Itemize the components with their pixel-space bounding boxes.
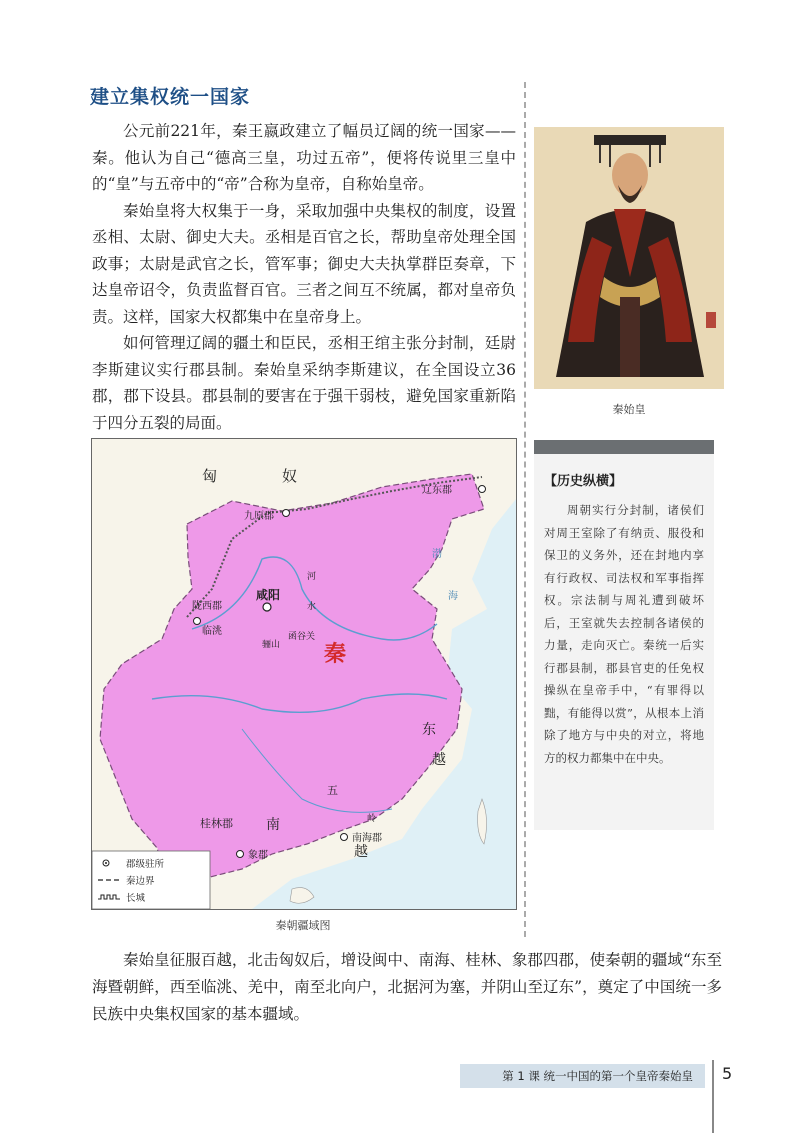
section-title: 建立集权统一国家 [90,86,251,108]
map-svg [92,439,516,909]
jiuyuan-marker [283,510,290,517]
paragraph-1: 公元前221年，秦王嬴政建立了幅员辽阔的统一国家——秦。他认为自己“德高三皇，功过五帝”，便将传说里三皇中的“皇”与五帝中的“帝”合称为皇帝，自称始皇帝。 [92,122,516,193]
label-jiuyuan: 九原郡 [244,511,274,522]
map-caption: 秦朝疆域图 [275,919,331,932]
footer-rule [712,1060,714,1133]
label-nan: 南 [266,817,280,833]
xianyang-marker [263,603,271,611]
paragraph-2: 秦始皇将大权集于一身，采取加强中央集权的制度，设置丞相、太尉、御史大夫。丞相是百官之长，帮助皇帝处理全国政事；太尉是武官之长，管军事；御史大夫执掌群臣奏章，下达皇帝诏令，负责监督百官。三者之间互不统属，都对皇帝负责。这样，国家大权都集中在皇帝身上。 [92,201,516,326]
label-longxi: 陇西郡 [192,601,222,612]
legend-border-label: 秦边界 [126,876,155,887]
label-yue-1: 越 [354,844,368,860]
footer-lesson-title: 第 1 课 统一中国的第一个皇帝秦始皇 [502,1069,693,1083]
label-xiongnu-2: 奴 [282,467,298,485]
column-divider [524,82,526,937]
history-sidebar [534,440,714,830]
legend-seat-label: 郡级驻所 [126,859,165,870]
sidebar-card [544,470,704,810]
portrait-caption: 秦始皇 [612,403,646,416]
sidebar-text: 周朝实行分封制，诸侯们对周王室除了有纳贡、服役和保卫的义务外，还在封地内享有行政权、司法权和军事指挥权。宗法制与周礼遭到破坏后，王室就失去控制各诸侯的力量，走向灭亡。秦统一后实行郡县制，郡县官吏的任免权操纵在皇帝手中，“有罪得以黜，有能得以赏”，从根本上消除了地方与中央的对立，将地方的权力都集中在中央。 [544,503,704,765]
map-legend [92,851,210,909]
label-hai: 海 [448,591,458,602]
main-text [92,118,516,436]
label-wu: 五 [327,784,338,797]
sidebar-top-bar [534,440,714,454]
taiwan-island [478,799,487,844]
label-guilin: 桂林郡 [200,817,233,830]
bottom-paragraph: 秦始皇征服百越，北击匈奴后，增设闽中、南海、桂林、象郡四郡，使秦朝的疆域“东至海暨朝鲜，西至临洮、羌中，南至北向户，北据河为塞，并阴山至辽东”，奠定了中国统一多民族中央集权国家的基本疆域。 [92,951,722,1023]
label-yue-2: 越 [432,752,446,768]
label-qin: 秦 [324,642,347,667]
label-dong: 东 [422,722,436,738]
qin-shihuang-portrait [534,127,724,389]
label-lintao: 临洮 [202,626,222,637]
footer-bar [460,1064,705,1088]
label-river-he: 河 [307,572,317,582]
portrait-illustration [534,127,724,389]
sidebar-title: 【历史纵横】 [544,474,623,489]
label-liaodong: 辽东郡 [422,485,452,496]
liaodong-marker [479,486,486,493]
label-xiongnu-1: 匈 [202,467,218,485]
nanhai-marker [341,834,348,841]
label-river-shui: 水 [307,602,317,612]
label-xianyang: 咸阳 [256,588,281,602]
paragraph-3: 如何管理辽阔的疆土和臣民，丞相王绾主张分封制，廷尉李斯建议实行郡县制。秦始皇采纳李斯建议，在全国设立36郡，郡下设县。郡县制的要害在于强干弱枝，避免国家重新陷于四分五裂的局面。 [92,334,516,432]
label-ling: 岭 [367,814,377,824]
xiangjun-marker [237,851,244,858]
label-bo: 渤 [432,549,442,560]
label-xiangjun: 象郡 [248,850,268,861]
legend-wall-label: 长城 [126,893,146,904]
qin-territory-map [91,438,517,910]
page-number: 5 [722,1064,733,1083]
hainan-island [290,888,314,904]
bottom-text [92,947,722,1028]
label-nanhai: 南海郡 [352,833,382,844]
label-lishan: 骊山 [262,640,281,650]
longxi-marker [194,618,201,625]
label-hanguguan: 函谷关 [288,632,316,642]
